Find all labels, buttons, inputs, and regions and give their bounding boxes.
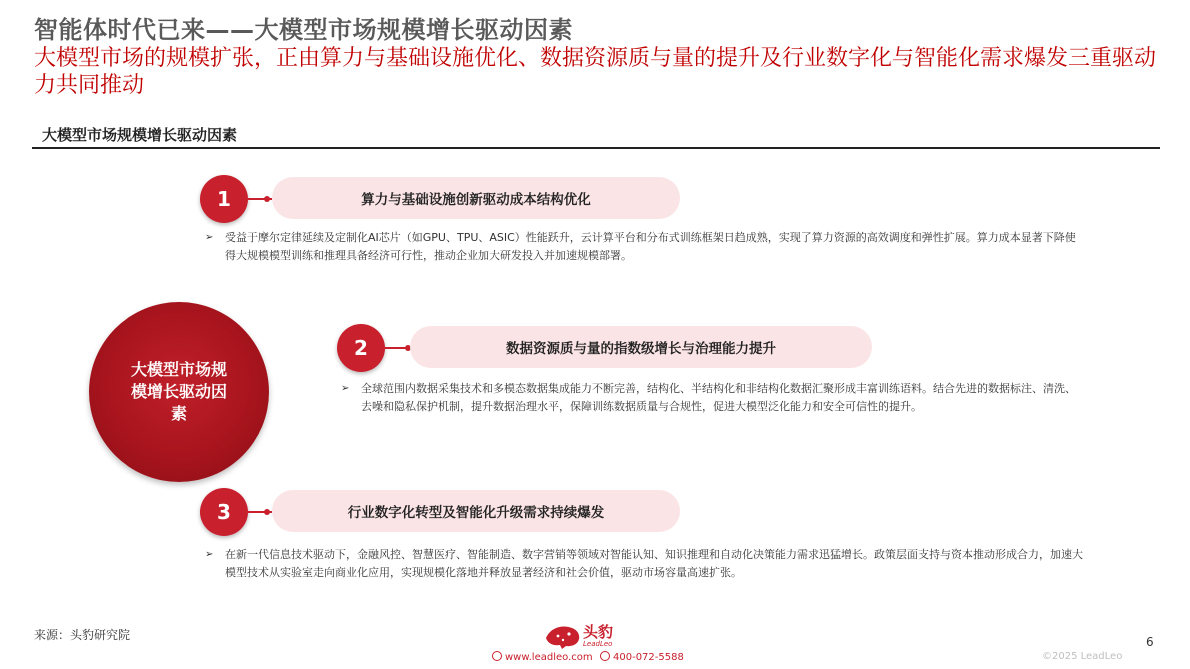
driver-1-desc-item	[205, 229, 1081, 265]
driver-1-number: 1	[200, 175, 248, 223]
driver-2-title: 数据资源质与量的指数级增长与治理能力提升	[410, 326, 872, 368]
driver-2-desc-item	[341, 380, 1076, 416]
driver-1-title: 算力与基础设施创新驱动成本结构优化	[272, 177, 680, 219]
phone-text: 400-072-5588	[613, 652, 684, 663]
bullet-arrow-icon: ➢	[341, 383, 350, 394]
driver-2-desc: 全球范围内数据采集技术和多模态数据集成能力不断完善，结构化、半结构化和非结构化数据汇聚形成丰富训练语料。结合先进的数据标注、清洗、去噪和隐私保护机制，提升数据治理水平，保障训练数据质量与合规性，促进大模型泛化能力和安全可信性的提升。	[361, 382, 1076, 413]
driver-3-connector-dot	[264, 509, 270, 515]
phone-contact	[600, 651, 684, 663]
driver-1-desc: 受益于摩尔定律延续及定制化AI芯片（如GPU、TPU、ASIC）性能跃升，云计算平台和分布式训练框架日趋成熟，实现了算力资源的高效调度和弹性扩展。算力成本显著下降使得大规模模型训练和推理具备经济可行性，推动企业加大研发投入并加速规模部署。	[225, 231, 1076, 262]
bullet-arrow-icon: ➢	[205, 232, 214, 243]
phone-icon	[600, 651, 610, 661]
page-subtitle: 大模型市场的规模扩张，正由算力与基础设施优化、数据资源质与量的提升及行业数字化与智能化需求爆发三重驱动力共同推动	[34, 46, 1157, 98]
bullet-arrow-icon: ➢	[205, 549, 214, 560]
driver-2-number: 2	[337, 324, 385, 372]
section-divider	[32, 147, 1160, 149]
page-number: 6	[1146, 635, 1154, 649]
copyright: ©2025 LeadLeo	[1042, 651, 1123, 662]
center-circle	[89, 302, 269, 482]
website-text: www.leadleo.com	[505, 652, 593, 663]
logo-name: 头豹	[583, 623, 614, 641]
driver-3-desc-item	[205, 546, 1085, 582]
center-circle-label: 大模型市场规模增长驱动因素	[130, 360, 227, 423]
driver-3-title: 行业数字化转型及智能化升级需求持续爆发	[272, 490, 680, 532]
driver-1-connector-dot	[264, 196, 270, 202]
source-note: 来源：头豹研究院	[34, 628, 131, 642]
globe-icon	[492, 651, 502, 661]
page-title: 智能体时代已来——大模型市场规模增长驱动因素	[34, 16, 573, 44]
section-title: 大模型市场规模增长驱动因素	[42, 126, 238, 144]
website-link[interactable]	[492, 651, 593, 663]
driver-3-number: 3	[200, 488, 248, 536]
driver-3-desc: 在新一代信息技术驱动下，金融风控、智慧医疗、智能制造、数字营销等领域对智能认知、知识推理和自动化决策能力需求迅猛增长。政策层面支持与资本推动形成合力，加速大模型技术从实验室走向商业化应用，实现规模化落地并释放显著经济和社会价值，驱动市场容量高速扩张。	[225, 548, 1083, 579]
logo-subtitle: LeadLeo	[583, 640, 613, 648]
